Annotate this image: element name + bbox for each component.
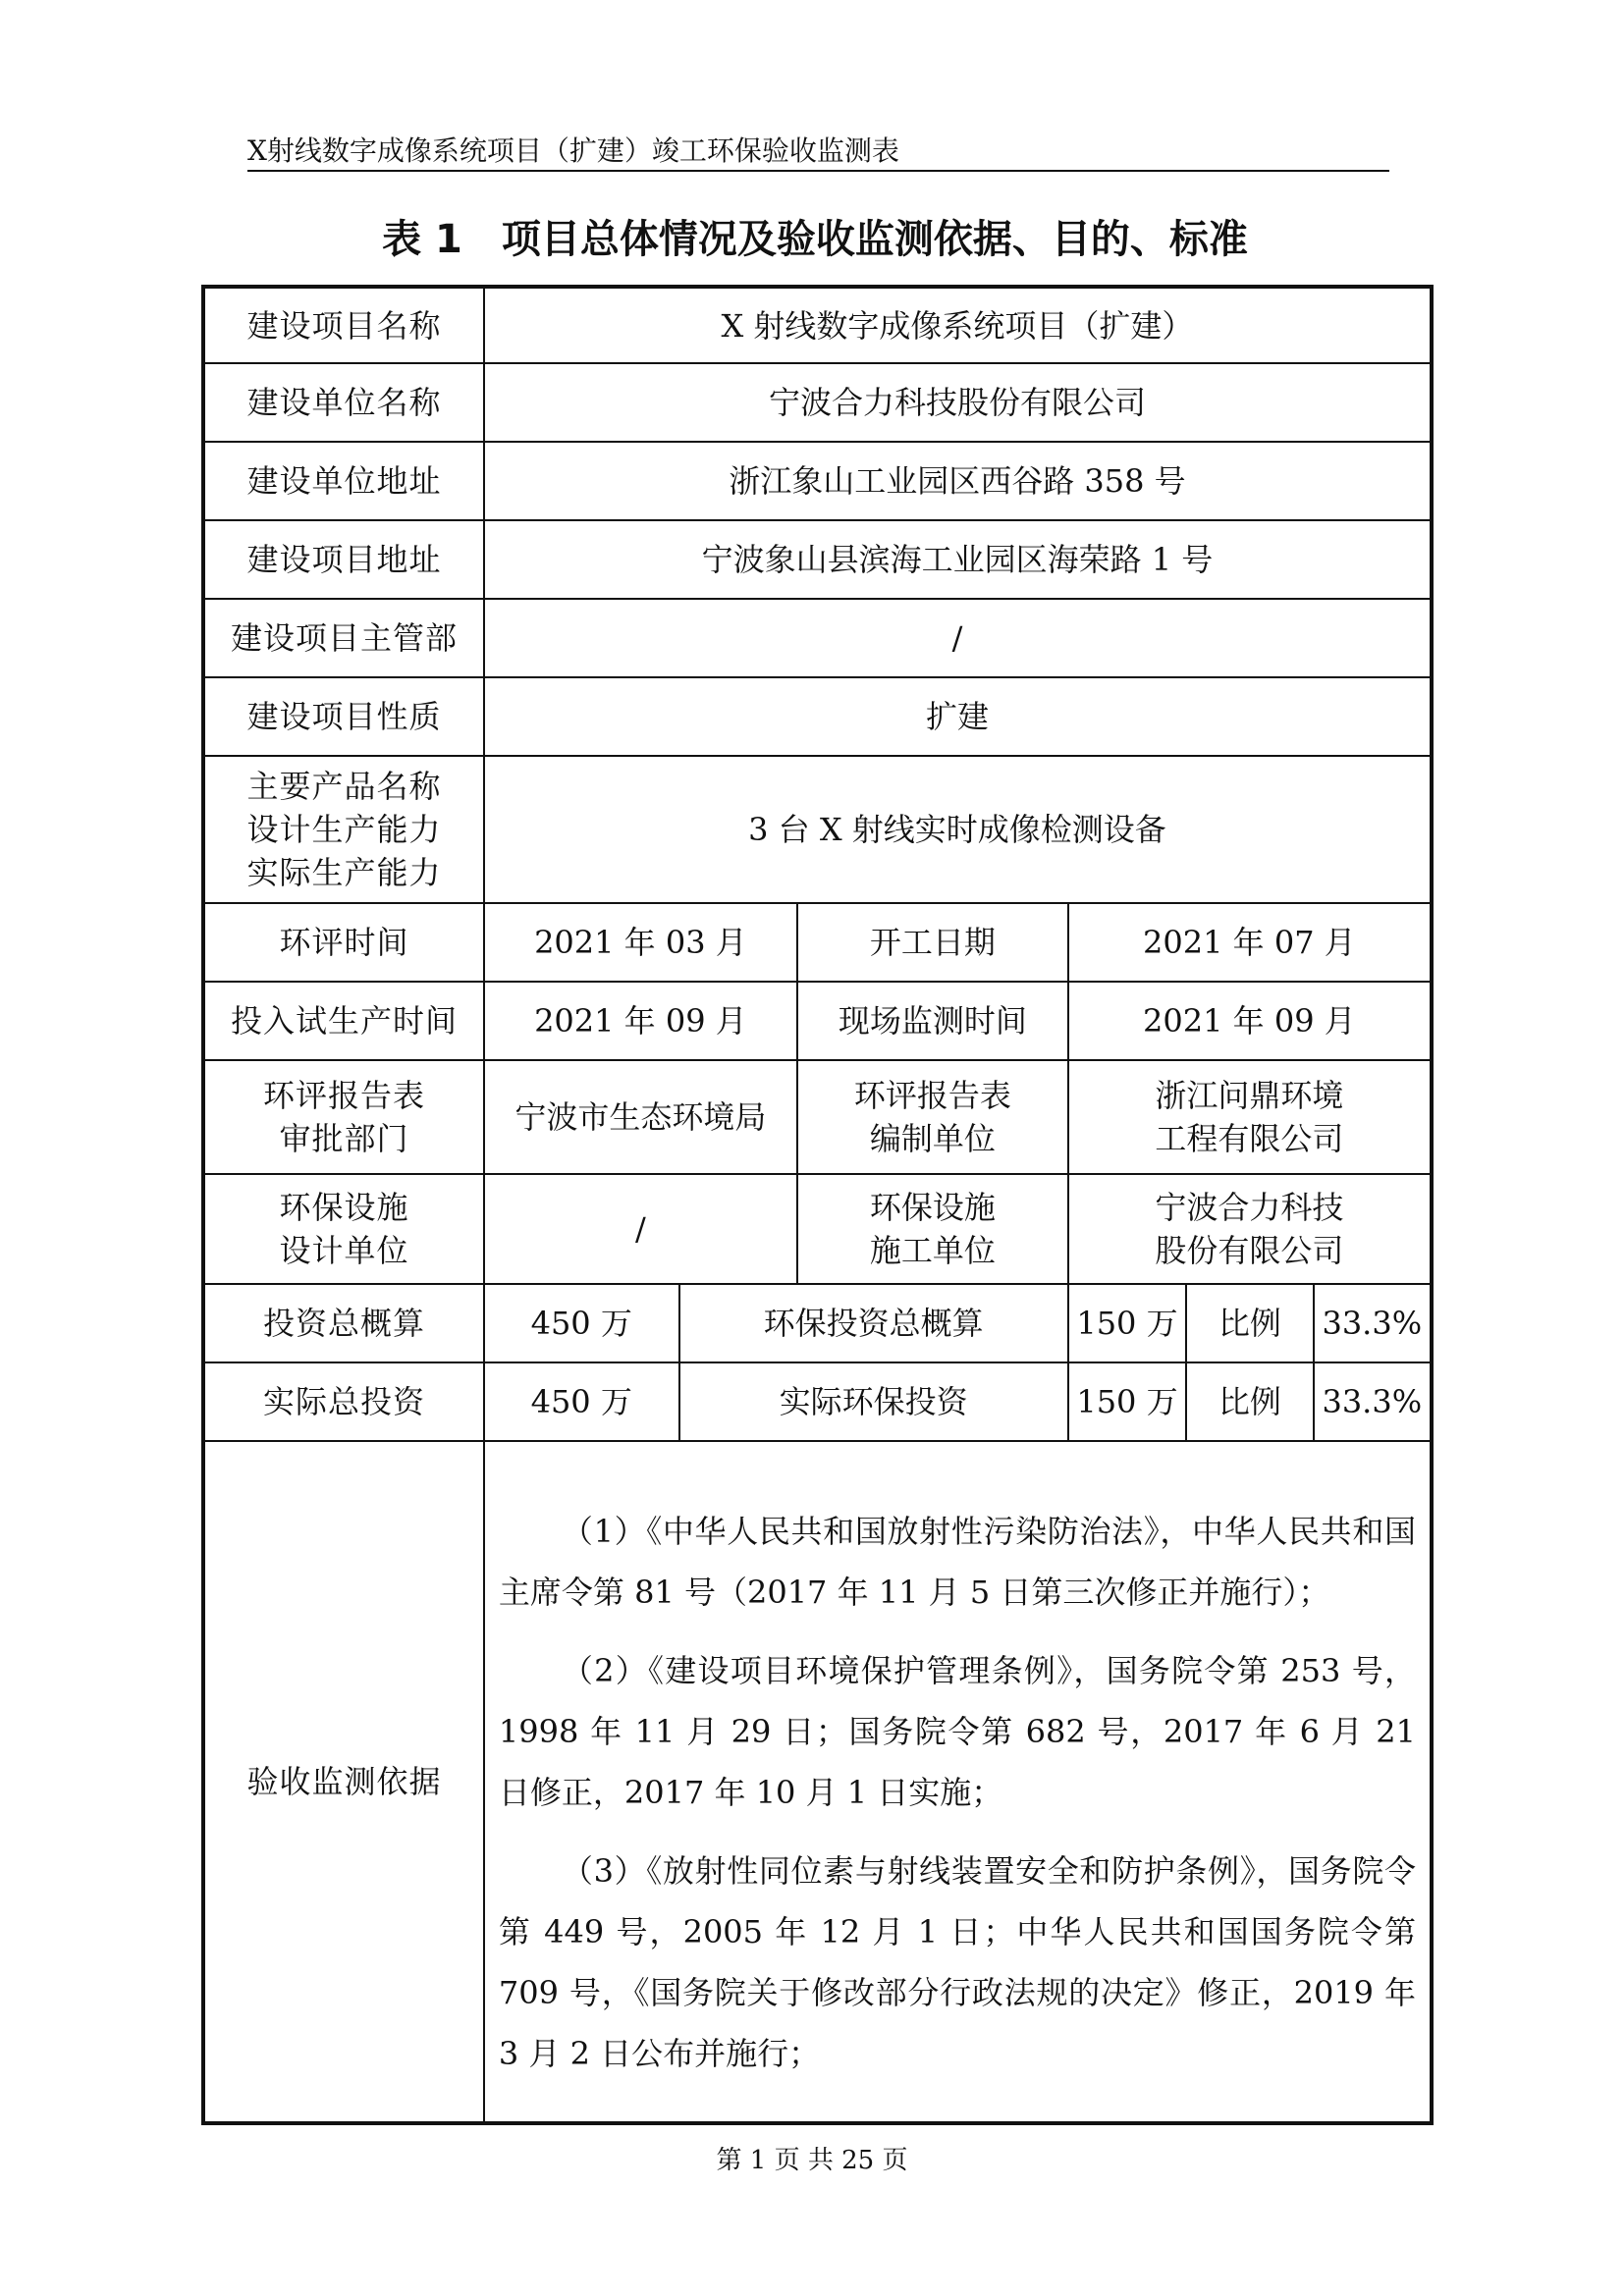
construct-label	[797, 1174, 1068, 1284]
actual-ratio-value: 33.3%	[1314, 1362, 1432, 1441]
nature-label: 建设项目性质	[203, 677, 484, 756]
monitor-value: 2021 年 09 月	[1068, 982, 1432, 1060]
invest-label: 投资总概算	[203, 1284, 484, 1362]
design-value: /	[484, 1174, 797, 1284]
project-info-table	[201, 285, 1434, 2125]
actual-invest-value: 450 万	[484, 1362, 679, 1441]
design-label-line-2: 设计单位	[279, 1232, 409, 1269]
basis-item-1: （1）《中华人民共和国放射性污染防治法》，中华人民共和国主席令第 81 号（2017 年 11 月 5 日第三次修正并施行）；	[498, 1513, 1416, 1611]
project-name-label: 建设项目名称	[203, 287, 484, 363]
env-invest-label: 环保投资总概算	[679, 1284, 1068, 1362]
compile-value	[1068, 1060, 1432, 1174]
basis-content	[484, 1441, 1432, 2123]
compile-label	[797, 1060, 1068, 1174]
actual-ratio-label: 比例	[1186, 1362, 1313, 1441]
invest-value: 450 万	[484, 1284, 679, 1362]
unit-addr-value: 浙江象山工业园区西谷路 358 号	[484, 442, 1432, 520]
product-label	[203, 756, 484, 903]
authority-value: /	[484, 599, 1432, 677]
construct-value-line-1: 宁波合力科技	[1155, 1189, 1344, 1226]
actual-invest-label: 实际总投资	[203, 1362, 484, 1441]
approval-label	[203, 1060, 484, 1174]
approval-value: 宁波市生态环境局	[484, 1060, 797, 1174]
monitor-label: 现场监测时间	[797, 982, 1068, 1060]
construct-label-line-1: 环保设施	[869, 1189, 996, 1226]
product-label-line-3: 实际生产能力	[246, 854, 442, 891]
eia-time-label: 环评时间	[203, 903, 484, 982]
nature-value: 扩建	[484, 677, 1432, 756]
approval-label-line-2: 审批部门	[279, 1120, 409, 1157]
basis-item-3: （3）《放射性同位素与射线装置安全和防护条例》，国务院令第 449 号，2005 年 12 月 1 日；中华人民共和国国务院令第 709 号，《国务院关于修改部分行政法规的决定》修正，2019 年 3 月 2 日公布并施行；	[498, 1852, 1416, 2072]
project-addr-label: 建设项目地址	[203, 520, 484, 599]
trial-value: 2021 年 09 月	[484, 982, 797, 1060]
unit-name-value: 宁波合力科技股份有限公司	[484, 363, 1432, 442]
page-footer: 第 1 页 共 25 页	[716, 2146, 908, 2175]
basis-label: 验收监测依据	[203, 1441, 484, 2123]
product-label-line-1: 主要产品名称	[246, 768, 442, 805]
ratio-label: 比例	[1186, 1284, 1313, 1362]
eia-time-value: 2021 年 03 月	[484, 903, 797, 982]
trial-label: 投入试生产时间	[203, 982, 484, 1060]
product-label-line-2: 设计生产能力	[246, 811, 442, 848]
ratio-value: 33.3%	[1314, 1284, 1432, 1362]
construct-label-line-2: 施工单位	[869, 1232, 996, 1269]
env-invest-value: 150 万	[1068, 1284, 1186, 1362]
compile-value-line-1: 浙江问鼎环境	[1155, 1077, 1344, 1114]
construct-value	[1068, 1174, 1432, 1284]
unit-name-label: 建设单位名称	[203, 363, 484, 442]
actual-env-label: 实际环保投资	[679, 1362, 1068, 1441]
construct-value-line-2: 股份有限公司	[1155, 1232, 1344, 1269]
design-label	[203, 1174, 484, 1284]
project-addr-value: 宁波象山县滨海工业园区海荣路 1 号	[484, 520, 1432, 599]
project-name-value: X 射线数字成像系统项目（扩建）	[484, 287, 1432, 363]
basis-item-2: （2）《建设项目环境保护管理条例》，国务院令第 253 号，1998 年 11 月 29 日；国务院令第 682 号，2017 年 6 月 21 日修正，2017 年 10 月 1 日实施；	[498, 1652, 1416, 1811]
actual-env-value: 150 万	[1068, 1362, 1186, 1441]
design-label-line-1: 环保设施	[279, 1189, 409, 1226]
unit-addr-label: 建设单位地址	[203, 442, 484, 520]
compile-label-line-2: 编制单位	[869, 1120, 996, 1157]
start-date-label: 开工日期	[797, 903, 1068, 982]
product-value: 3 台 X 射线实时成像检测设备	[484, 756, 1432, 903]
approval-label-line-1: 环评报告表	[262, 1077, 425, 1114]
table-title: 表 1 项目总体情况及验收监测依据、目的、标准	[382, 217, 1248, 262]
compile-value-line-2: 工程有限公司	[1155, 1120, 1344, 1157]
authority-label: 建设项目主管部	[203, 599, 484, 677]
start-date-value: 2021 年 07 月	[1068, 903, 1432, 982]
compile-label-line-1: 环评报告表	[853, 1077, 1011, 1114]
page-header: X射线数字成像系统项目（扩建）竣工环保验收监测表	[247, 133, 1389, 172]
